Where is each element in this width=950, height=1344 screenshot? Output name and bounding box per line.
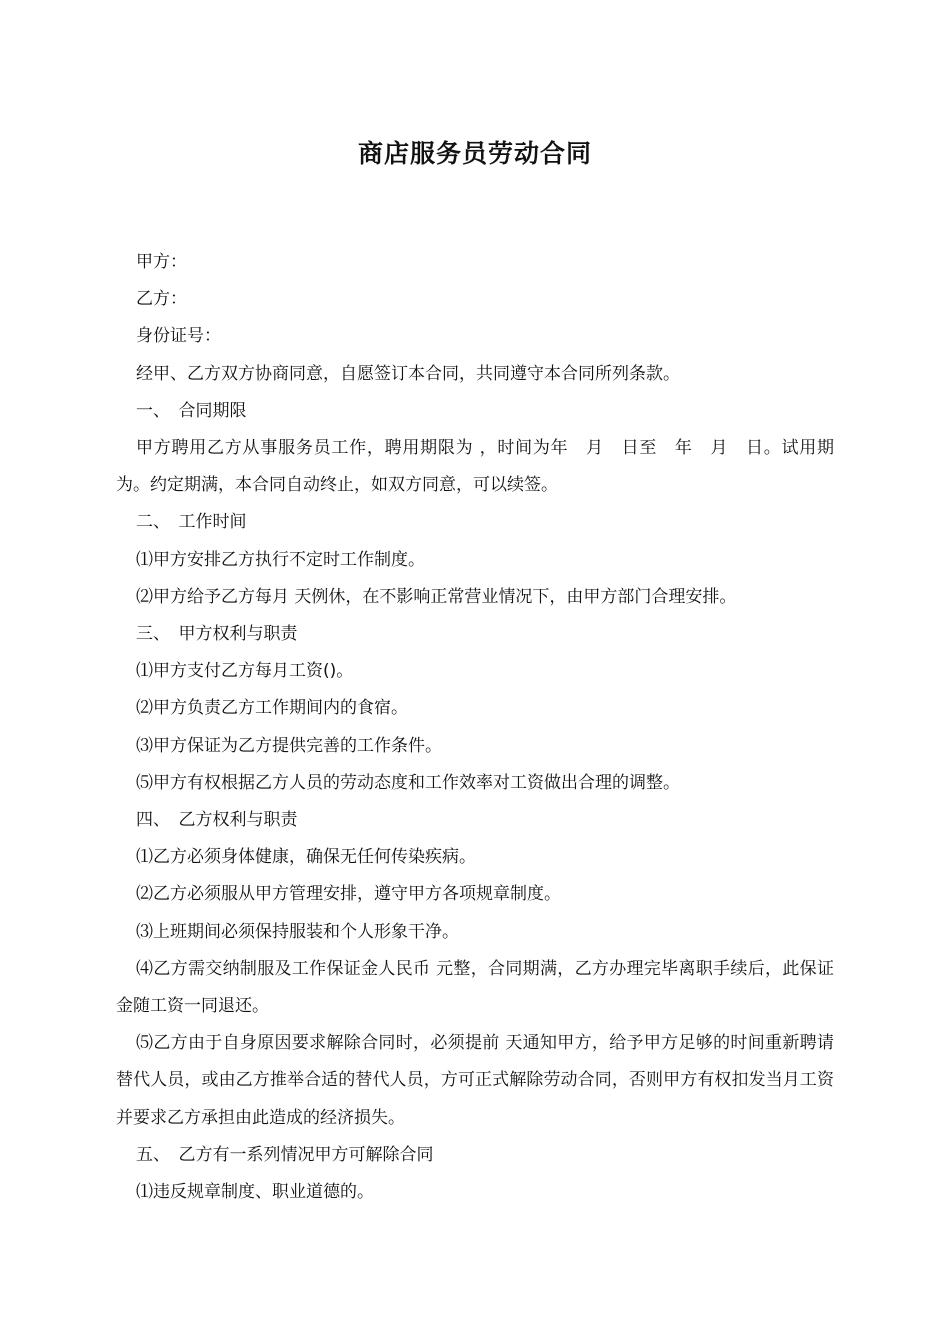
section-heading-5: 五、 乙方有一系列情况甲方可解除合同	[136, 1144, 434, 1165]
clause-3-5: ⑸甲方有权根据乙方人员的劳动态度和工作效率对工资做出合理的调整。	[136, 772, 680, 793]
section-heading-3: 三、 甲方权利与职责	[136, 624, 298, 645]
clause-4-2: ⑵乙方必须服从甲方管理安排，遵守甲方各项规章制度。	[136, 884, 561, 905]
clause-5-1: ⑴违反规章制度、职业道德的。	[136, 1182, 374, 1203]
document-body	[116, 244, 834, 1211]
clause-3-2: ⑵甲方负责乙方工作期间内的食宿。	[136, 698, 408, 719]
section-heading-1: 一、 合同期限	[136, 400, 247, 421]
id-number-line: 身份证号：	[136, 326, 221, 347]
clause-2-1: ⑴甲方安排乙方执行不定时工作制度。	[136, 549, 425, 570]
preamble-paragraph: 经甲、乙方双方协商同意，自愿签订本合同，共同遵守本合同所列条款。	[136, 363, 680, 384]
document-title: 商店服务员劳动合同	[357, 139, 592, 168]
clause-2-2: ⑵甲方给予乙方每月 天例休，在不影响正常营业情况下，由甲方部门合理安排。	[136, 586, 737, 607]
clause-4-3: ⑶上班期间必须保持服装和个人形象干净。	[136, 921, 459, 942]
party-a-line: 甲方：	[136, 252, 187, 272]
clause-4-1: ⑴乙方必须身体健康，确保无任何传染疾病。	[136, 847, 476, 868]
clause-3-3: ⑶甲方保证为乙方提供完善的工作条件。	[136, 735, 442, 756]
clause-4-5: ⑸乙方由于自身原因要求解除合同时，必须提前 天通知甲方，给予甲方足够的时间重新聘请替代人员，或由乙方推举合适的替代人员，方可正式解除劳动合同，否则甲方有权扣发当月工资并要求乙方承担由此造成的经济损失。	[116, 1033, 834, 1128]
section-heading-2: 二、 工作时间	[136, 512, 247, 533]
contract-term-paragraph: 甲方聘用乙方从事服务员工作，聘用期限为 ，时间为年 月 日至 年 月 日。试用期为。约定期满，本合同自动终止，如双方同意，可以续签。	[116, 438, 834, 496]
party-b-line: 乙方：	[136, 289, 187, 310]
clause-4-4: ⑷乙方需交纳制服及工作保证金人民币 元整，合同期满，乙方办理完毕离职手续后，此保证金随工资一同退还。	[116, 958, 834, 1017]
clause-3-1: ⑴甲方支付乙方每月工资()。	[136, 661, 354, 682]
section-heading-4: 四、 乙方权利与职责	[136, 810, 298, 831]
